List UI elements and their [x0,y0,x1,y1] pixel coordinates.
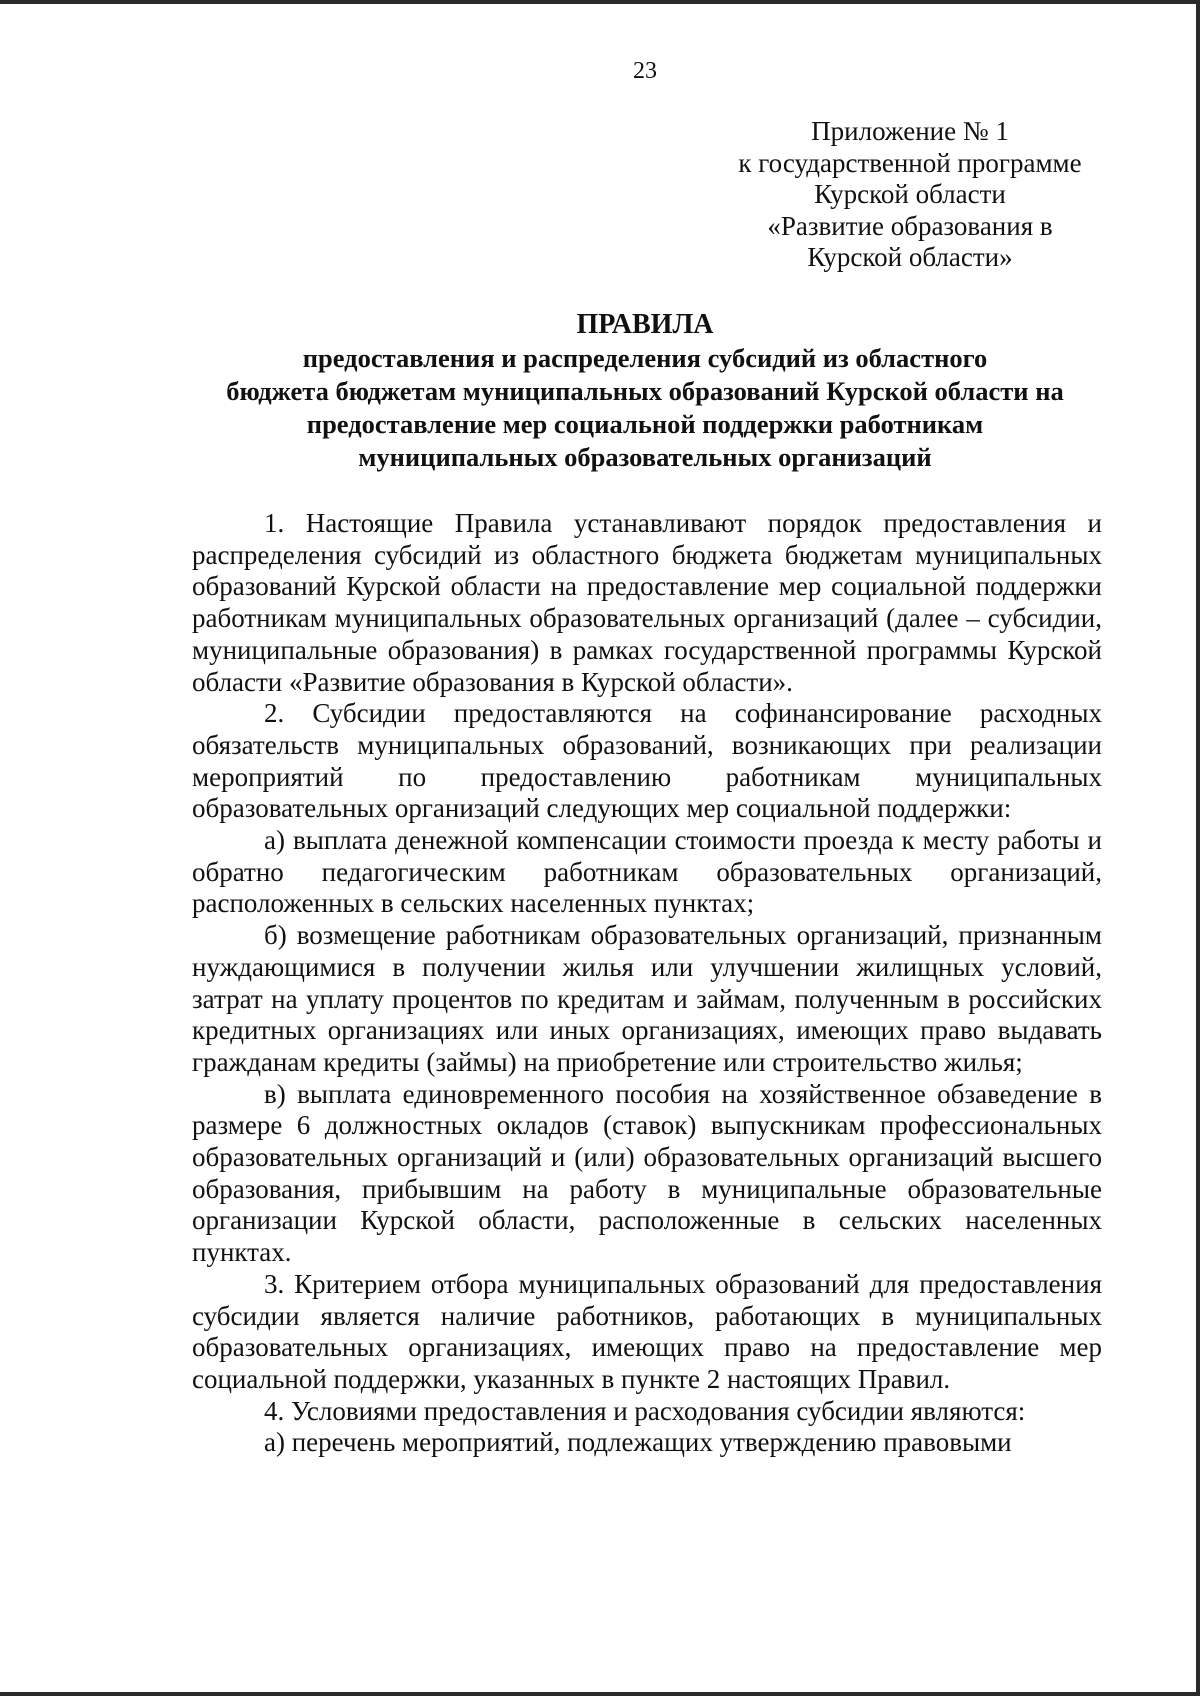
appendix-note [710,116,1110,274]
subtitle-line: предоставления и распределения субсидий из областного [302,343,988,373]
scan-edge-top [0,0,1200,4]
document-body [192,508,1102,1459]
document-subtitle [180,342,1110,474]
appendix-line: к государственной программе [738,147,1082,178]
subtitle-line: предоставление мер социальной поддержки работникам [306,409,984,439]
paragraph-2b: б) возмещение работникам образовательных организаций, признанным нуждающимися в получении жилья или улучшении жилищных условий, затрат на уплату процентов по кредитам и займам, полученным в российских кредитных организациях или иных организациях, имеющих право выдавать гражданам кредиты (займы) на приобретение или строительство жилья; [192,920,1102,1077]
paragraph-2v: в) выплата единовременного пособия на хозяйственное обзаведение в размере 6 должностных окладов (ставок) выпускникам профессиональных образовательных организаций и (или) образовательных организаций высшего образования, прибывшим на работу в муниципальные образовательные организации Курской области, расположенные в сельских населенных пунктах. [192,1078,1102,1268]
paragraph-4a: а) перечень мероприятий, подлежащих утверждению правовыми [264,1427,1012,1458]
scan-edge-bottom [0,1692,1200,1696]
appendix-line: Приложение № 1 [811,116,1009,146]
paragraph-2a: а) выплата денежной компенсации стоимости проезда к месту работы и обратно педагогическим работникам образовательных организаций, расположенных в сельских населенных пунктах; [192,825,1102,919]
document-heading [180,308,1110,474]
scan-edge-right [1196,0,1200,1696]
paragraph-3: 3. Критерием отбора муниципальных образований для предоставления субсидии является наличие работников, работающих в муниципальных образовательных организациях, имеющих право на предоставление мер социальной поддержки, указанных в пункте 2 настоящих Правил. [192,1268,1102,1394]
appendix-line: «Развитие образования в [767,210,1053,241]
paragraph-2: 2. Субсидии предоставляются на софинансирование расходных обязательств муниципальных образований, возникающих при реализации мероприятий по предоставлению работникам муниципальных образовательных организаций следующих мер социальной поддержки: [192,698,1102,824]
appendix-line: Курской области» [807,242,1013,272]
appendix-line: Курской области [814,179,1006,209]
paragraph-1: 1. Настоящие Правила устанавливают порядок предоставления и распределения субсидий из областного бюджета бюджетам муниципальных образований Курской области на предоставление мер социальной поддержки работникам муниципальных образовательных организаций (далее – субсидии, муниципальные образования) в рамках государственной программы Курской области «Развитие образования в Курской области». [192,508,1102,697]
page-number: 23 [633,58,657,84]
paragraph-4: 4. Условиями предоставления и расходования субсидии являются: [264,1395,1026,1426]
document-title: ПРАВИЛА [576,309,714,340]
subtitle-line: бюджета бюджетам муниципальных образований Курской области на [226,376,1064,406]
subtitle-line: муниципальных образовательных организаций [358,442,932,472]
